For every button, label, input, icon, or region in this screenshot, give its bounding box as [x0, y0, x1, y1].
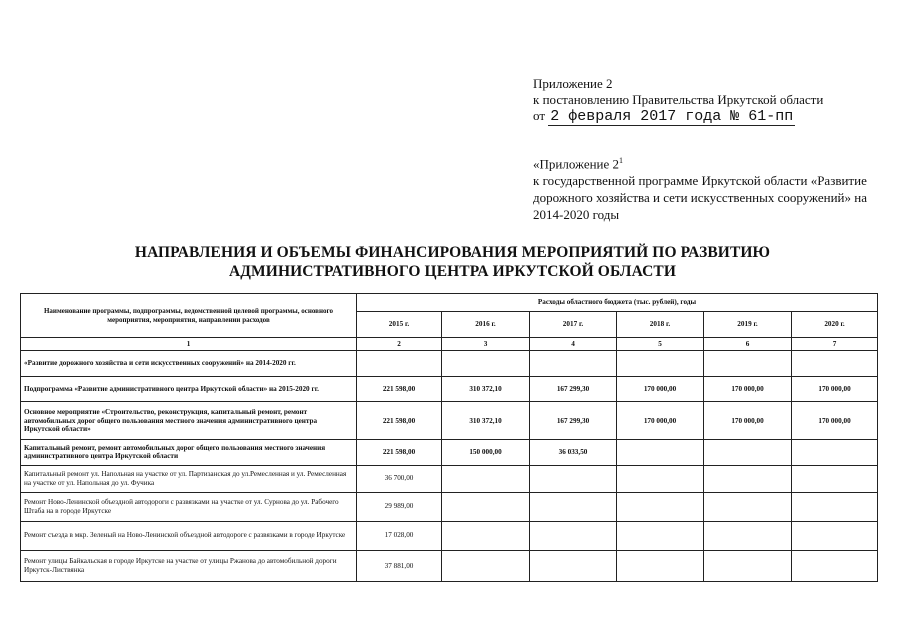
appendix-note-line1: Приложение 2 — [533, 76, 613, 91]
row-value — [530, 351, 617, 377]
row-value — [442, 492, 530, 521]
financing-table — [20, 293, 878, 582]
row-value — [704, 492, 792, 521]
row-value: 167 299,30 — [530, 377, 617, 402]
row-name: Капитальный ремонт ул. Напольная на участке от ул. Партизанская до ул.Ремесленная и ул. Ремесленная на участке от ул. Напольная до ул. Фучика — [21, 465, 357, 492]
row-value — [792, 465, 878, 492]
table-row — [21, 492, 878, 521]
year-header: 2015 г. — [357, 312, 442, 338]
row-value — [704, 521, 792, 550]
row-value — [617, 351, 704, 377]
column-number-row — [21, 338, 878, 351]
column-number: 4 — [530, 338, 617, 351]
row-value: 150 000,00 — [442, 440, 530, 465]
row-value: 170 000,00 — [704, 402, 792, 440]
appendix-program-text: к государственной программе Иркутской области «Развитие дорожного хозяйства и сети искусственных сооружений» на 2014-2020 годы — [533, 173, 867, 223]
appendix-program-label: «Приложение 2 — [533, 156, 620, 172]
row-value — [530, 521, 617, 550]
row-name: Подпрограмма «Развитие административного центра Иркутской области» на 2015-2020 гг. — [21, 377, 357, 402]
row-value — [617, 465, 704, 492]
row-value — [442, 465, 530, 492]
row-value: 221 598,00 — [357, 402, 442, 440]
row-value — [704, 440, 792, 465]
table-row — [21, 402, 878, 440]
column-number: 7 — [792, 338, 878, 351]
document-title-line1: НАПРАВЛЕНИЯ И ОБЪЕМЫ ФИНАНСИРОВАНИЯ МЕРОПРИЯТИЙ ПО РАЗВИТИЮ — [134, 244, 771, 261]
year-header: 2019 г. — [704, 312, 792, 338]
row-value — [792, 550, 878, 581]
appendix-program-note — [533, 152, 878, 223]
name-column-header: Наименование программы, подпрограммы, ведомственной целевой программы, основного мероприятия, мероприятия, направлении расходов — [21, 294, 357, 338]
row-value — [530, 465, 617, 492]
table-row — [21, 440, 878, 465]
row-value: 221 598,00 — [357, 377, 442, 402]
row-value: 310 372,10 — [442, 402, 530, 440]
appendix-note-date-handwritten: 2 февраля 2017 года № 61-пп — [550, 108, 794, 125]
row-value: 170 000,00 — [704, 377, 792, 402]
row-value: 221 598,00 — [357, 440, 442, 465]
row-value: 170 000,00 — [617, 402, 704, 440]
row-value — [792, 440, 878, 465]
row-name: Ремонт Ново-Ленинской объездной автодороги с развязками на участке от ул. Сурнова до ул. Рабочего Штаба на в городе Иркутске — [21, 492, 357, 521]
row-name: «Развитие дорожного хозяйства и сети искусственных сооружений» на 2014-2020 гг. — [21, 351, 357, 377]
row-value — [442, 521, 530, 550]
row-value — [617, 492, 704, 521]
row-value — [792, 492, 878, 521]
table-row — [21, 465, 878, 492]
document-title-line2: АДМИНИСТРАТИВНОГО ЦЕНТРА ИРКУТСКОЙ ОБЛАСТИ — [229, 263, 676, 280]
appendix-note — [533, 76, 823, 125]
appendix-program-sup: 1 — [619, 156, 624, 165]
row-value — [530, 550, 617, 581]
budget-header: Расходы областного бюджета (тыс. рублей), годы — [357, 294, 878, 312]
row-value: 170 000,00 — [792, 402, 878, 440]
column-number: 3 — [442, 338, 530, 351]
row-value: 310 372,10 — [442, 377, 530, 402]
table-row — [21, 550, 878, 581]
row-value: 17 028,00 — [357, 521, 442, 550]
table-row — [21, 377, 878, 402]
document-title — [0, 243, 905, 281]
row-value: 170 000,00 — [792, 377, 878, 402]
appendix-note-line2: к постановлению Правительства Иркутской области — [533, 92, 824, 107]
row-value: 37 881,00 — [357, 550, 442, 581]
row-value — [792, 351, 878, 377]
row-name: Капитальный ремонт, ремонт автомобильных дорог общего пользования местного значения административного центра Иркутской области — [21, 440, 357, 465]
appendix-note-line3 — [533, 108, 823, 125]
column-number: 5 — [617, 338, 704, 351]
table-row — [21, 351, 878, 377]
row-value: 170 000,00 — [617, 377, 704, 402]
row-value — [792, 521, 878, 550]
row-value — [704, 550, 792, 581]
year-header: 2020 г. — [792, 312, 878, 338]
row-value — [617, 521, 704, 550]
row-name: Ремонт улицы Байкальская в городе Иркутске на участке от улицы Ржанова до автомобильной дороги Иркутск-Листвянка — [21, 550, 357, 581]
appendix-note-date-prefix: от — [533, 108, 546, 123]
year-header: 2018 г. — [617, 312, 704, 338]
appendix-program-line1 — [533, 152, 878, 172]
row-value — [704, 351, 792, 377]
row-value — [442, 351, 530, 377]
column-number: 1 — [21, 338, 357, 351]
year-header: 2016 г. — [442, 312, 530, 338]
row-value: 29 989,00 — [357, 492, 442, 521]
row-name: Основное мероприятие «Строительство, реконструкция, капитальный ремонт, ремонт автомобильных дорог общего пользования местного значения административного центра Иркутской области» — [21, 402, 357, 440]
row-value — [530, 492, 617, 521]
row-name: Ремонт съезда в мкр. Зеленый на Ново-Ленинской объездной автодороге с развязками в городе Иркутске — [21, 521, 357, 550]
row-value: 36 033,50 — [530, 440, 617, 465]
row-value — [617, 440, 704, 465]
row-value: 167 299,30 — [530, 402, 617, 440]
row-value — [442, 550, 530, 581]
row-value: 36 700,00 — [357, 465, 442, 492]
table-row — [21, 521, 878, 550]
year-header: 2017 г. — [530, 312, 617, 338]
column-number: 2 — [357, 338, 442, 351]
row-value — [704, 465, 792, 492]
row-value — [357, 351, 442, 377]
column-number: 6 — [704, 338, 792, 351]
row-value — [617, 550, 704, 581]
